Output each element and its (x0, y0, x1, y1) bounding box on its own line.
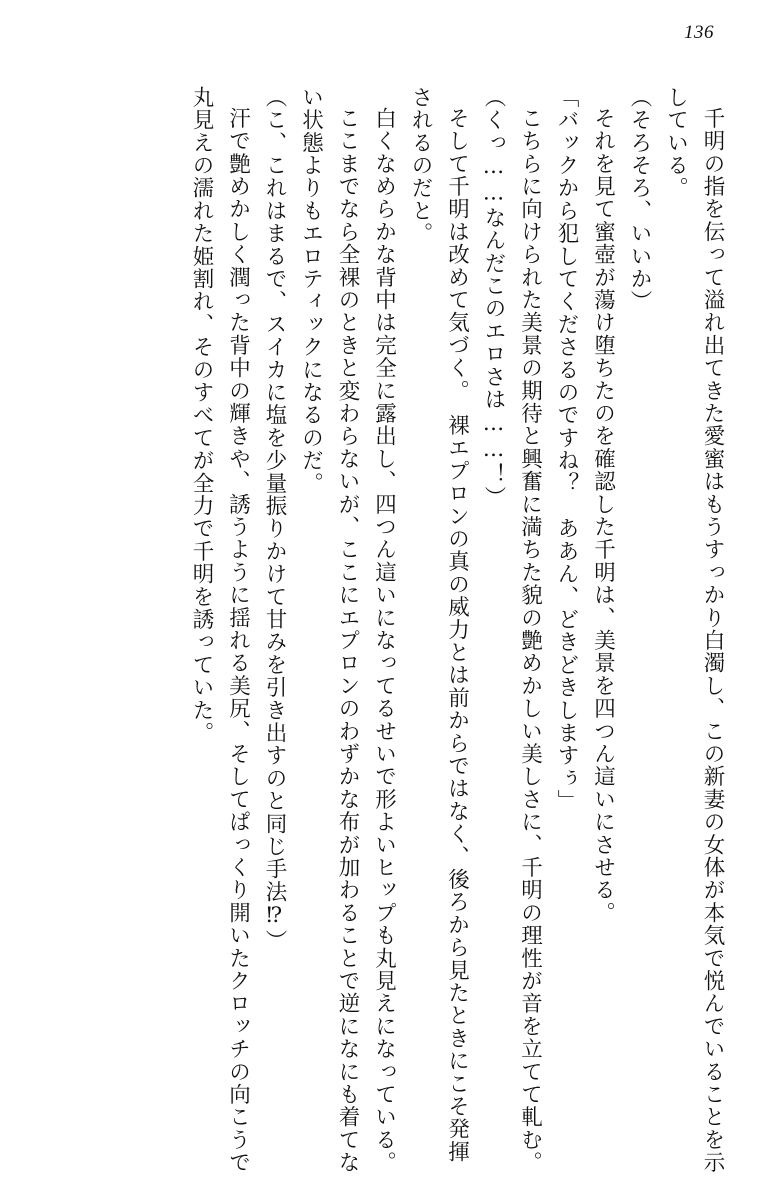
paragraph: （こ、これはまるで、スイカに塩を少量振りかけて甘みを引き出すのと同じ手法⁉） (262, 86, 287, 953)
paragraph: それを見て蜜壺が蕩け堕ちたのを確認した千明は、美景を四つん這いにさせる。 (590, 107, 616, 925)
paragraph: （くっ……なんだこのエロさは……！） (481, 86, 506, 509)
paragraph: 千明の指を伝って溢れ出てきた愛蜜はもうすっかり白濁し、この新妻の女体が本気で悦んでいることを示している。 (663, 86, 725, 1174)
page-number: 136 (684, 22, 714, 43)
paragraph: そして千明は改めて気づく。 裸エプロンの真の威力とは前からではなく、後ろから見たときにこそ発揮されるのだと。 (408, 86, 470, 1164)
paragraph: 「バックから犯してくださるのですね？ ああん、どきどきしますぅ」 (554, 86, 579, 813)
paragraph: こちらに向けられた美景の期待と興奮に満ちた貌の艶めかしい美しさに、千明の理性が音を立てて軋む。 (517, 107, 543, 1174)
paragraph: 汗で艶めかしく潤った背中の輝きや、誘うように揺れる美尻、そしてぱっくり開いたクロッチの向こうで丸見えの濡れた姫割れ、そのすべてが全力で千明を誘っていた。 (189, 86, 251, 1174)
paragraph: （そろそろ、いいか） (627, 86, 652, 313)
paragraph: 白くなめらかな背中は完全に露出し、四つん這いになってるせいで形よいヒップも丸見えになっている。 (371, 107, 397, 1174)
page-text-body (36, 86, 730, 1176)
paragraph: ここまでなら全裸のときと変わらないが、ここにエプロンのわずかな布が加わることで逆になにも着てない状態よりもエロティックになるのだ。 (298, 86, 360, 1174)
